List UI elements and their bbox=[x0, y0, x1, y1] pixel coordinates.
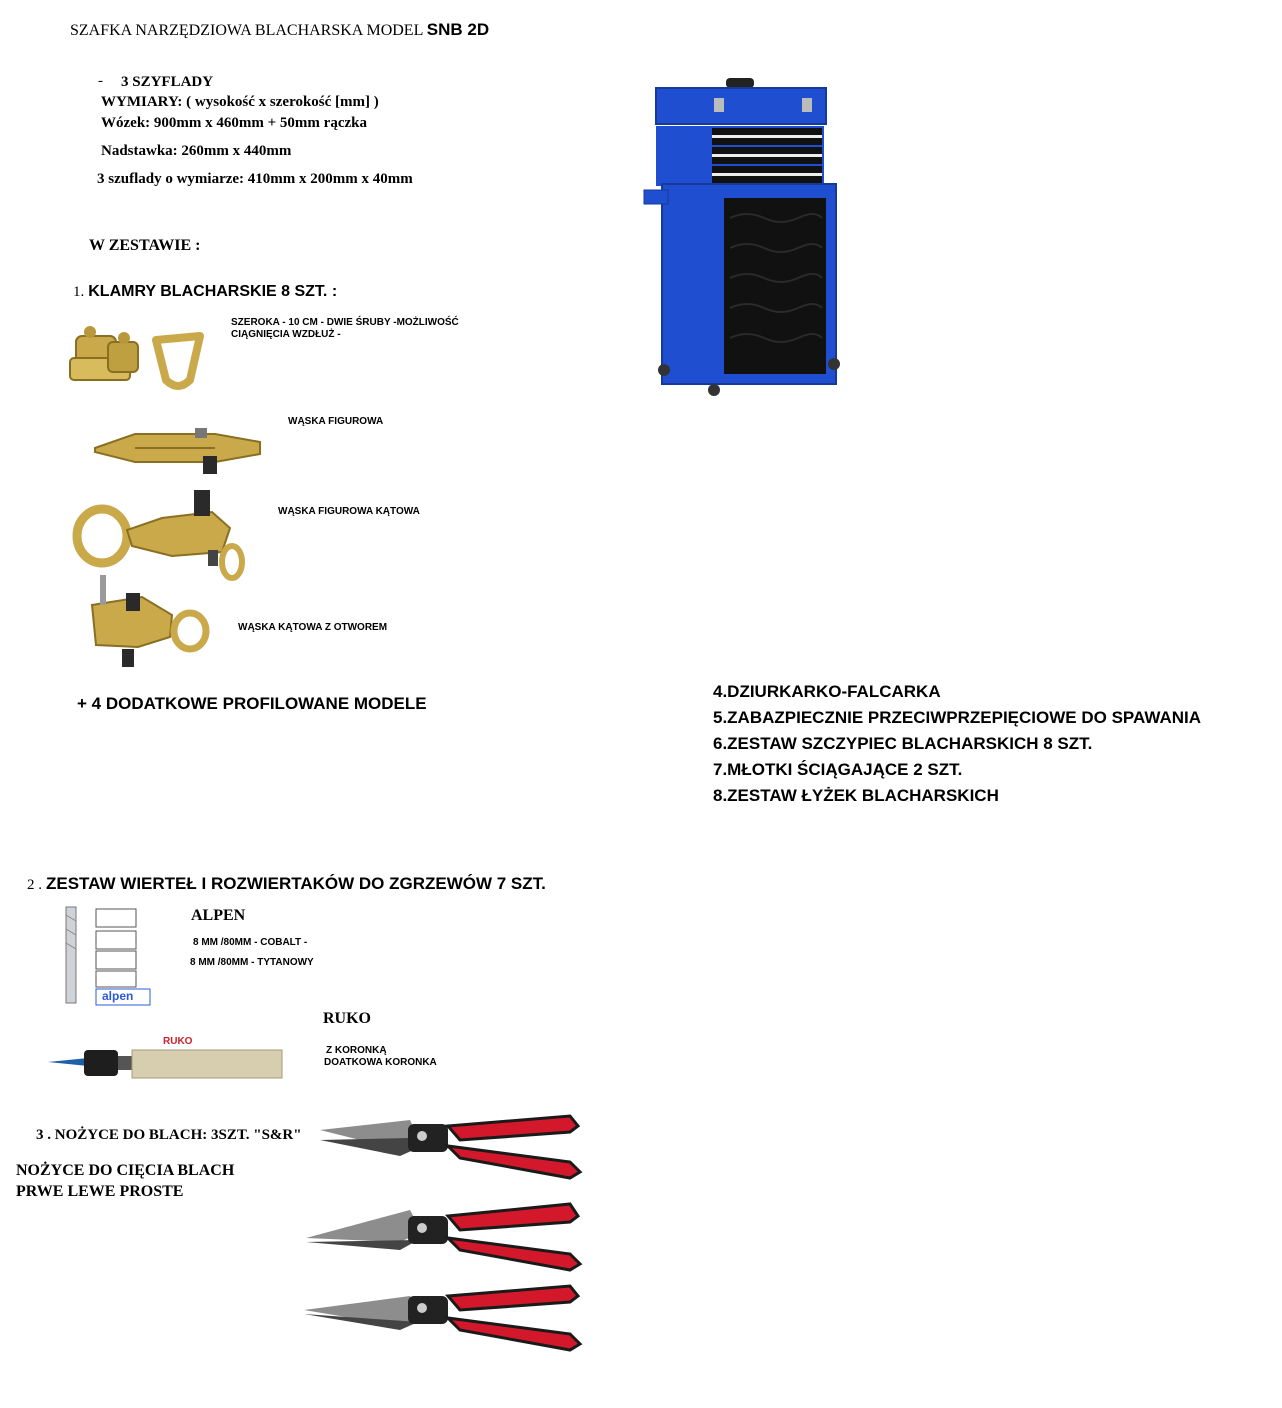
spec-drawer-size: 3 szuflady o wymiarze: 410mm x 200mm x 40mm bbox=[97, 171, 413, 187]
ruko-brand: RUKO bbox=[323, 1010, 371, 1027]
clamp-wide-label-2: CIĄGNIĘCIA WZDŁUŻ - bbox=[231, 329, 341, 340]
section3-title: 3 . NOŻYCE DO BLACH: 3SZT. "S&R" bbox=[36, 1127, 302, 1143]
right-list-item-6: 6.ZESTAW SZCZYPIEC BLACHARSKICH 8 SZT. bbox=[713, 734, 1093, 753]
clamp-narrow-label: WĄSKA FIGUROWA bbox=[288, 416, 384, 427]
section2-heading bbox=[27, 874, 546, 894]
extra-models-text: + 4 DODATKOWE PROFILOWANE MODELE bbox=[77, 694, 427, 713]
spec-dash: - bbox=[98, 73, 103, 89]
tool-cabinet-image bbox=[642, 78, 847, 403]
page-title bbox=[70, 20, 489, 40]
ruko-line-2: DOATKOWA KORONKA bbox=[324, 1057, 437, 1068]
spec-trolley: Wózek: 900mm x 460mm + 50mm rączka bbox=[101, 115, 367, 131]
title-prefix: SZAFKA NARZĘDZIOWA BLACHARSKA MODEL bbox=[70, 22, 423, 39]
section3-desc-1: NOŻYCE DO CIĘCIA BLACH bbox=[16, 1162, 235, 1179]
ruko-tool-image bbox=[48, 1044, 284, 1082]
right-list-item-5: 5.ZABAZPIECZNIE PRZECIWPRZEPIĘCIOWE DO SPAWANIA bbox=[713, 708, 1201, 727]
spec-dimensions-label: WYMIARY: ( wysokość x szerokość [mm] ) bbox=[101, 94, 379, 110]
alpen-brand: ALPEN bbox=[191, 907, 246, 924]
right-list-item-4: 4.DZIURKARKO-FALCARKA bbox=[713, 682, 941, 701]
section1-number: 1. bbox=[73, 284, 85, 300]
clamp-wide-label-1: SZEROKA - 10 CM - DWIE ŚRUBY -MOŻLIWOŚĆ bbox=[231, 317, 459, 328]
alpen-logo-text: alpen bbox=[102, 989, 134, 1003]
snips-3 bbox=[304, 1286, 580, 1350]
section2-title: ZESTAW WIERTEŁ I ROZWIERTAKÓW DO ZGRZEWÓW 7 SZT. bbox=[46, 874, 546, 893]
clamp-angled-label: WĄSKA FIGUROWA KĄTOWA bbox=[278, 506, 420, 517]
section2-number: 2 . bbox=[27, 877, 42, 893]
wide-clamp-icon bbox=[68, 322, 213, 394]
alpen-line-1: 8 MM /80MM - COBALT - bbox=[193, 937, 308, 948]
section3-desc-2: PRWE LEWE PROSTE bbox=[16, 1183, 184, 1200]
snips-1 bbox=[320, 1116, 580, 1178]
right-list-item-7: 7.MŁOTKI ŚCIĄGAJĄCE 2 SZT. bbox=[713, 760, 963, 779]
alpen-line-2: 8 MM /80MM - TYTANOWY bbox=[190, 957, 314, 968]
snips-2 bbox=[306, 1204, 580, 1270]
angled-eye-clamp-icon bbox=[82, 575, 212, 673]
ruko-line-1: Z KORONKĄ bbox=[326, 1045, 387, 1056]
clamp-angled-eye-label: WĄSKA KĄTOWA Z OTWOREM bbox=[238, 622, 388, 633]
snips-image bbox=[300, 1110, 585, 1365]
section1-title: KLAMRY BLACHARSKIE 8 SZT. : bbox=[88, 283, 338, 300]
narrow-clamp-icon bbox=[95, 428, 265, 476]
spec-drawers: 3 SZYFLADY bbox=[121, 74, 214, 90]
spec-top-box: Nadstawka: 260mm x 440mm bbox=[101, 143, 292, 159]
section1-heading bbox=[73, 283, 337, 301]
right-list-item-8: 8.ZESTAW ŁYŻEK BLACHARSKICH bbox=[713, 786, 999, 805]
title-model: SNB 2D bbox=[426, 20, 490, 39]
angled-clamp-icon bbox=[72, 490, 250, 585]
ruko-tool-label: RUKO bbox=[163, 1036, 193, 1047]
set-heading: W ZESTAWIE : bbox=[89, 237, 201, 254]
